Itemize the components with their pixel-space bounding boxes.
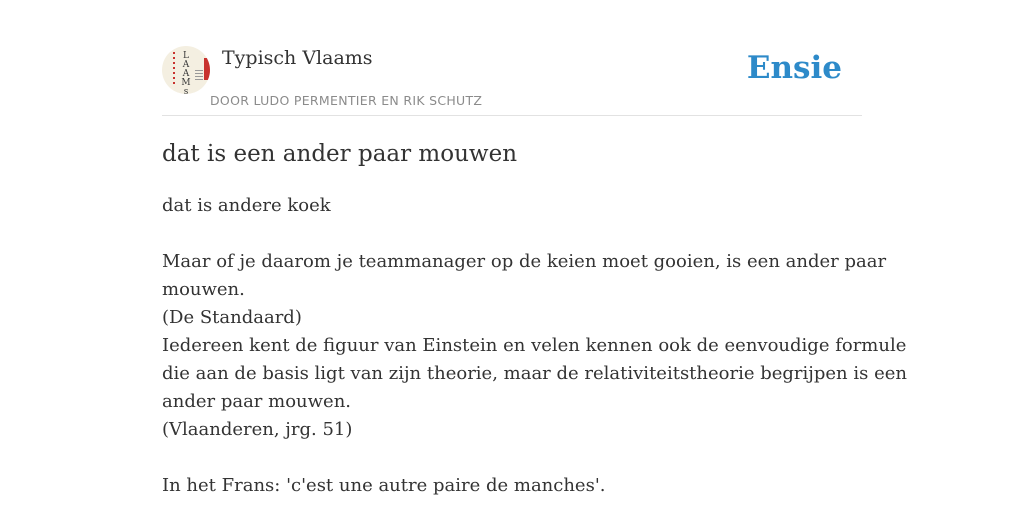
site-logo-link[interactable]: Ensie [746,50,842,86]
logo-decoration [195,70,203,80]
citation-line: (Vlaanderen, jrg. 51) [162,419,353,440]
author-byline: DOOR LUDO PERMENTIER EN RIK SCHUTZ [210,93,483,108]
logo-accent [204,58,210,80]
definition-text: dat is andere koek [162,195,331,216]
body-line: ander paar mouwen. [162,391,352,412]
body-line: die aan de basis ligt van zijn theorie, maar de relativiteitstheorie begrijpen is een [162,363,907,384]
article-body [162,192,907,500]
book-cover-logo[interactable] [162,46,210,94]
body-line: mouwen. [162,279,245,300]
paragraph-spacer [162,220,862,248]
page-header [162,44,862,116]
body-line: Maar of je daarom je teammanager op de keien moet gooien, is een ander paar [162,251,887,272]
citation-line: (De Standaard) [162,307,302,328]
page-title: dat is een ander paar mouwen [162,141,518,167]
body-line: Iedereen kent de figuur van Einstein en velen kennen ook de eenvoudige formule [162,335,907,356]
paragraph-spacer [162,444,862,472]
logo-decoration [173,52,175,84]
source-title-link[interactable]: Typisch Vlaams [222,47,373,69]
logo-letters: L A A M s [181,51,191,94]
french-note: In het Frans: 'c'est une autre paire de manches'. [162,475,606,496]
